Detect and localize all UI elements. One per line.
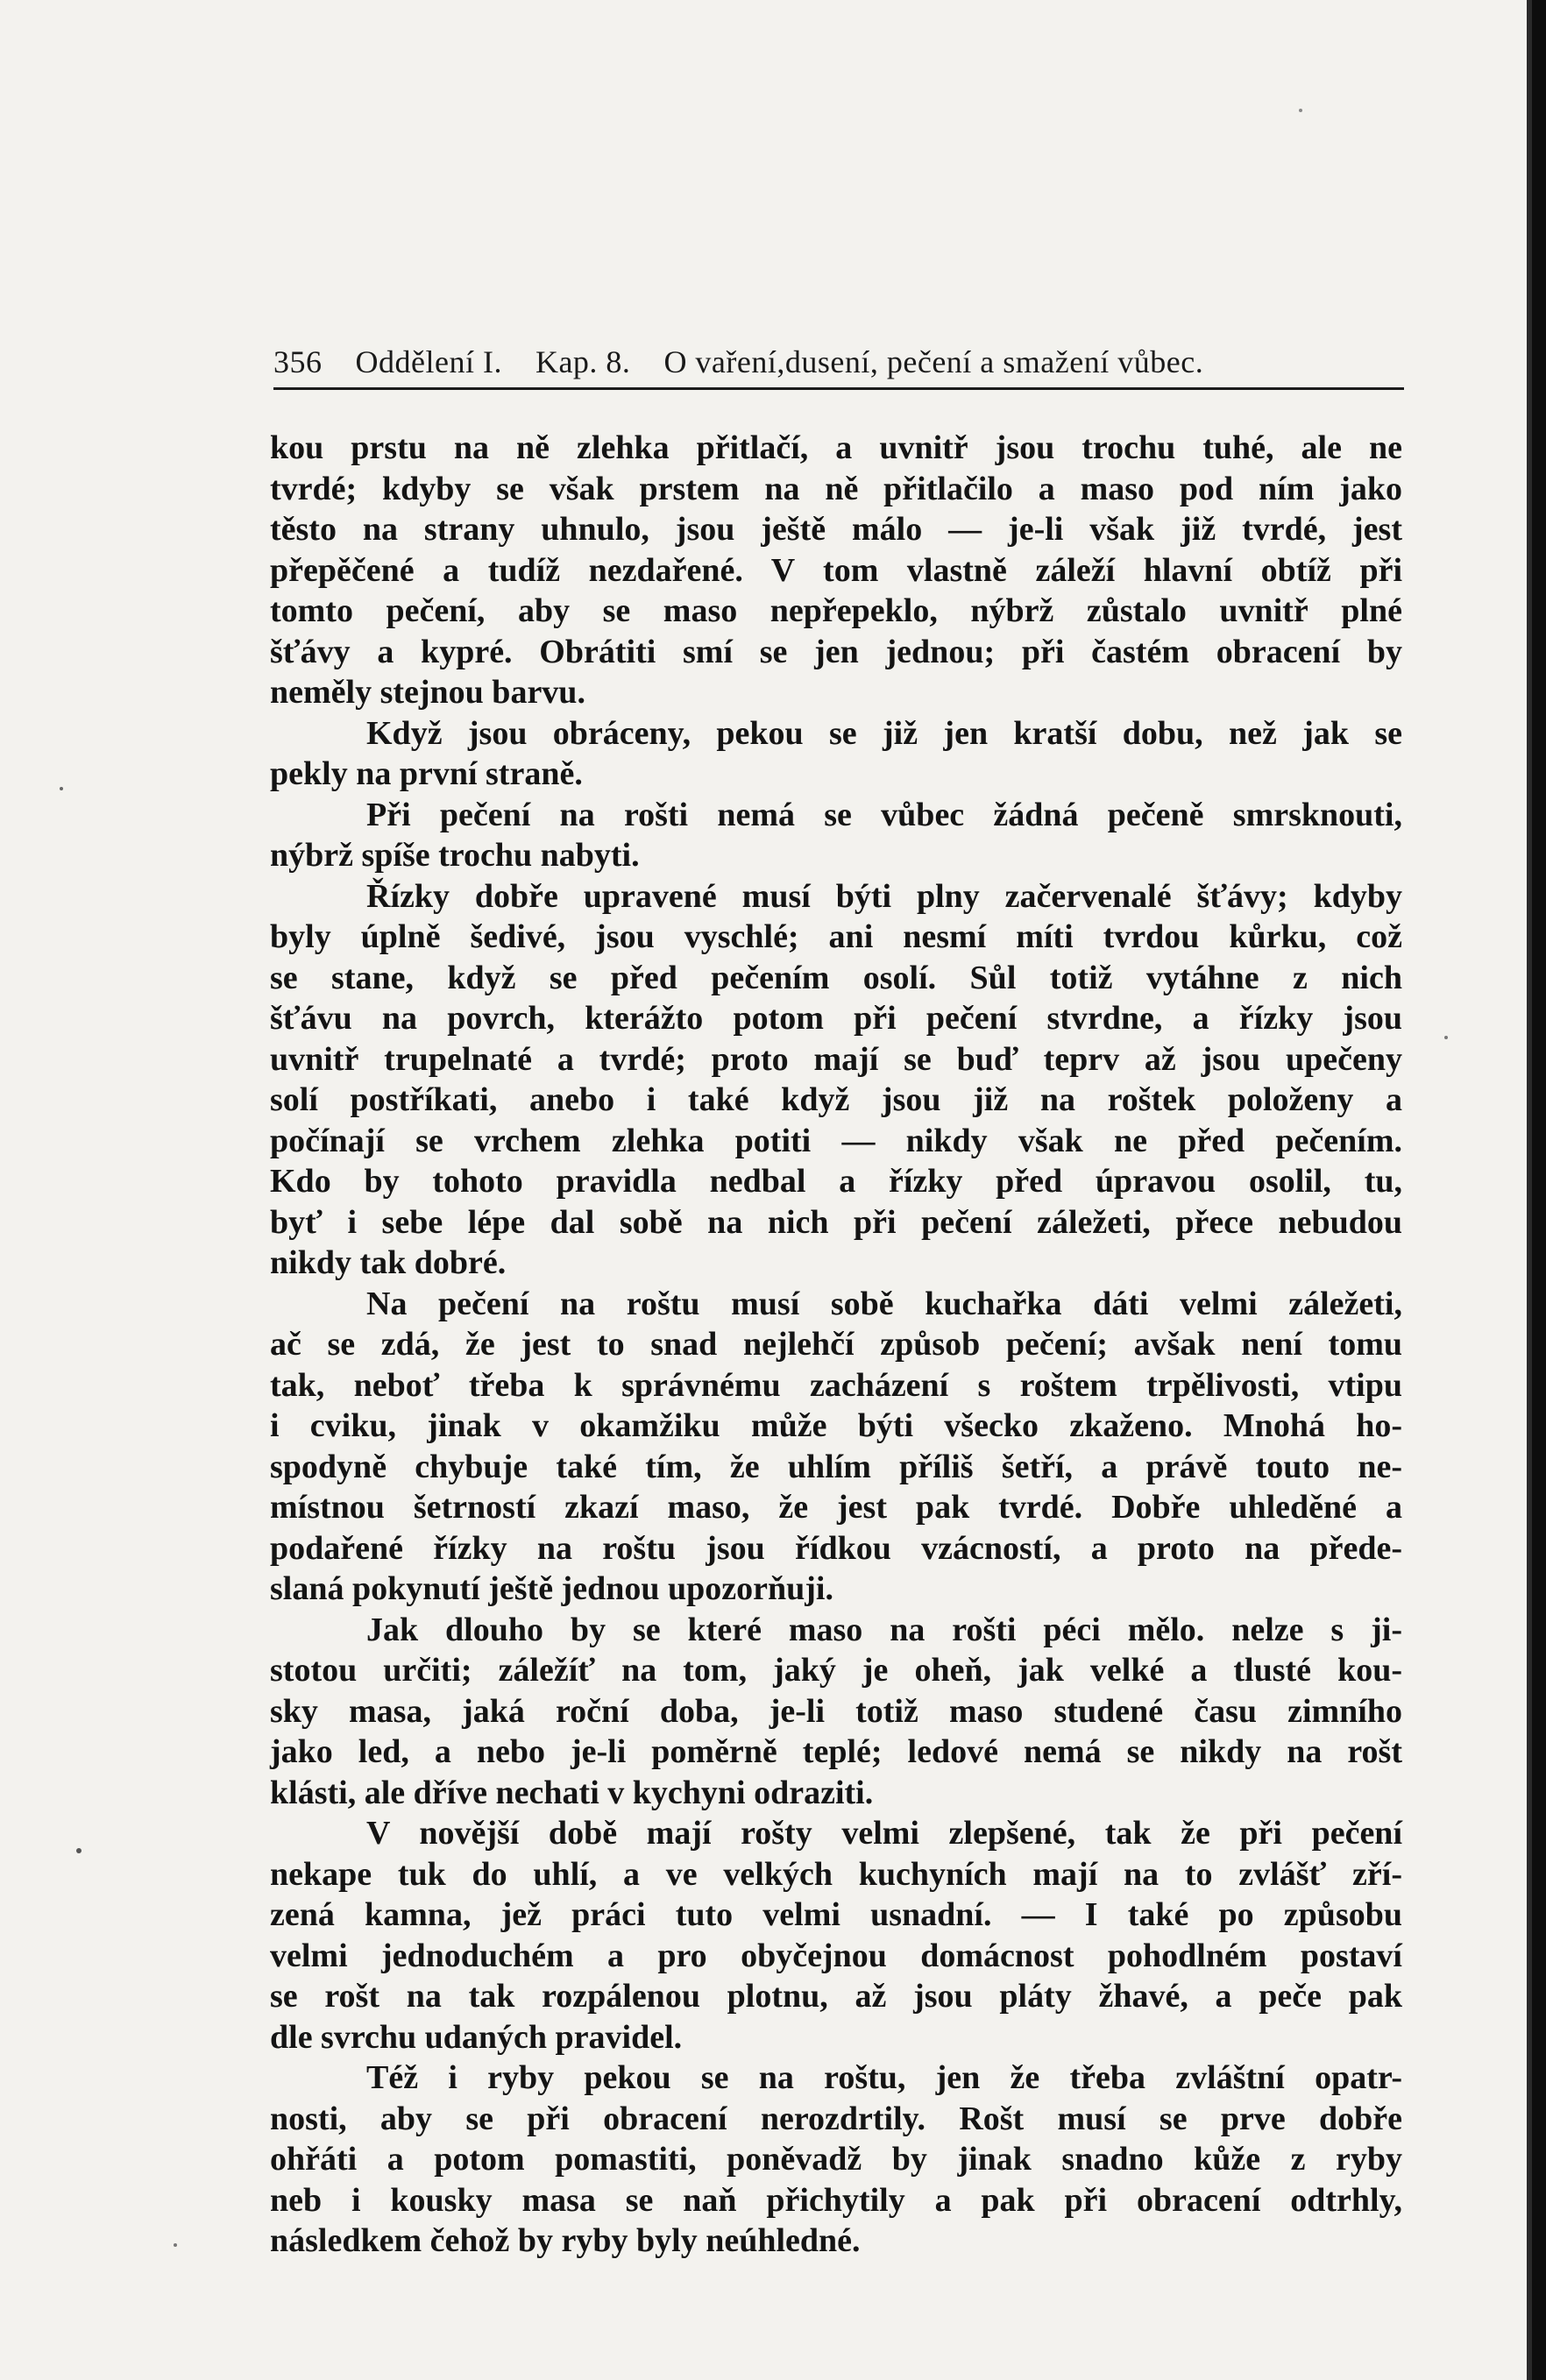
text-line: neměly stejnou barvu. [270,674,585,711]
text-line: Řízky dobře upravené musí býti plny začervenalé šťávy; kdyby [366,877,1402,915]
speck [1444,1036,1448,1039]
text-line: se stane, když se před pečením osolí. Sůl totiž vytáhne z nich [270,959,1402,996]
text-line: tomto pečení, aby se maso nepřepeklo, nýbrž zůstalo uvnitř plné [270,592,1402,629]
text-line: dle svrchu udaných pravidel. [270,2018,683,2056]
text-line: sky masa, jaká roční doba, je-li totiž maso studené času zimního [270,1692,1402,1730]
text-line: tak, neboť třeba k správnému zacházení s roštem trpělivosti, vtipu [270,1366,1402,1404]
text-line: tvrdé; kdyby se však prstem na ně přitlačilo a maso pod ním jako [270,470,1402,507]
text-line: velmi jednoduchém a pro obyčejnou domácnost pohodlném postaví [270,1937,1402,1974]
text-line: pekly na první straně. [270,755,583,792]
text-line: následkem čehož by ryby byly neúhledné. [270,2222,861,2259]
text-line: Kdo by tohoto pravidla nedbal a řízky před úpravou osolil, tu, [270,1163,1402,1200]
text-line: spodyně chybuje také tím, že uhlím příliš šetří, a právě touto ne- [270,1448,1402,1485]
speck [1299,109,1302,112]
text-line: nýbrž spíše trochu nabyti. [270,837,640,874]
text-line: ohřáti a potom pomastiti, poněvadž by jinak snadno kůže z ryby [270,2141,1402,2178]
text-line: přepěčené a tudíž nezdařené. V tom vlastně záleží hlavní obtíž při [270,551,1402,589]
text-line: kou prstu na ně zlehka přitlačí, a uvnitř jsou trochu tuhé, ale ne [270,429,1402,466]
speck [60,787,63,790]
text-line: byly úplně šedivé, jsou vyschlé; ani nesmí míti tvrdou kůrku, což [270,918,1402,955]
text-line: podařené řízky na roštu jsou řídkou vzácností, a proto na přede- [270,1529,1402,1567]
text-line: Jak dlouho by se které maso na rošti péci mělo. nelze s ji- [366,1611,1402,1648]
text-line: šťávy a kypré. Obrátiti smí se jen jednou; při častém obracení by [270,633,1402,670]
text-line: místnou šetrností zkazí maso, že jest pak tvrdé. Dobře uhleděné a [270,1489,1402,1526]
text-line: Při pečení na rošti nemá se vůbec žádná pečeně smrsknouti, [366,796,1402,833]
section-label: Oddělení I. [355,344,502,379]
text-line: nekape tuk do uhlí, a ve velkých kuchyních mají na to zvlášť zří- [270,1855,1402,1893]
text-line: Na pečení na roštu musí sobě kuchařka dáti velmi záležeti, [366,1285,1402,1322]
text-line: klásti, ale dříve nechati v kychyni odraziti. [270,1774,874,1811]
text-line: byť i sebe lépe dal sobě na nich při pečení záležeti, přece nebudou [270,1203,1402,1241]
text-line: šťávu na povrch, kterážto potom při pečení stvrdne, a řízky jsou [270,1000,1402,1037]
text-line: zená kamna, jež práci tuto velmi usnadní. — I také po způsobu [270,1896,1402,1933]
text-line: počínají se vrchem zlehka potiti — nikdy však ne před pečením. [270,1122,1402,1159]
text-line: V novější době mají rošty velmi zlepšené, tak že při pečení [366,1815,1402,1852]
text-line: slaná pokynutí ještě jednou upozorňuji. [270,1570,833,1607]
text-line: solí postříkati, anebo i také když jsou již na roštek položeny a [270,1081,1402,1118]
text-line: nosti, aby se při obracení nerozdrtily. Rošt musí se prve dobře [270,2100,1402,2137]
text-line: stotou určiti; záležíť na tom, jaký je oheň, jak velké a tlusté kou- [270,1652,1402,1689]
text-line: se rošt na tak rozpálenou plotnu, až jsou pláty žhavé, a peče pak [270,1978,1402,2015]
text-line: neb i kousky masa se naň přichytily a pak při obracení odtrhly, [270,2181,1402,2219]
text-line: jako led, a nebo je-li poměrně teplé; ledové nemá se nikdy na rošt [270,1733,1402,1770]
page-number: 356 [273,344,323,379]
text-line: i cviku, jinak v okamžiku může býti všecko zkaženo. Mnohá ho- [270,1407,1402,1444]
text-line: ač se zdá, že jest to snad nejlehčí způsob pečení; avšak není tomu [270,1326,1402,1363]
chapter-title: O vaření,dusení, pečení a smažení vůbec. [663,344,1204,379]
text-line: uvnitř trupelnaté a tvrdé; proto mají se buď teprv až jsou upečeny [270,1040,1402,1078]
speck [76,1848,82,1853]
text-line: Když jsou obráceny, pekou se již jen kratší dobu, než jak se [366,714,1402,752]
text-line: nikdy tak dobré. [270,1244,507,1281]
speck [174,2243,177,2247]
text-line: Též i ryby pekou se na roštu, jen že třeba zvláštní opatr- [366,2059,1402,2096]
text-line: těsto na strany uhnulo, jsou ještě málo — je-li však již tvrdé, jest [270,511,1402,548]
chapter-label: Kap. 8. [535,344,631,379]
